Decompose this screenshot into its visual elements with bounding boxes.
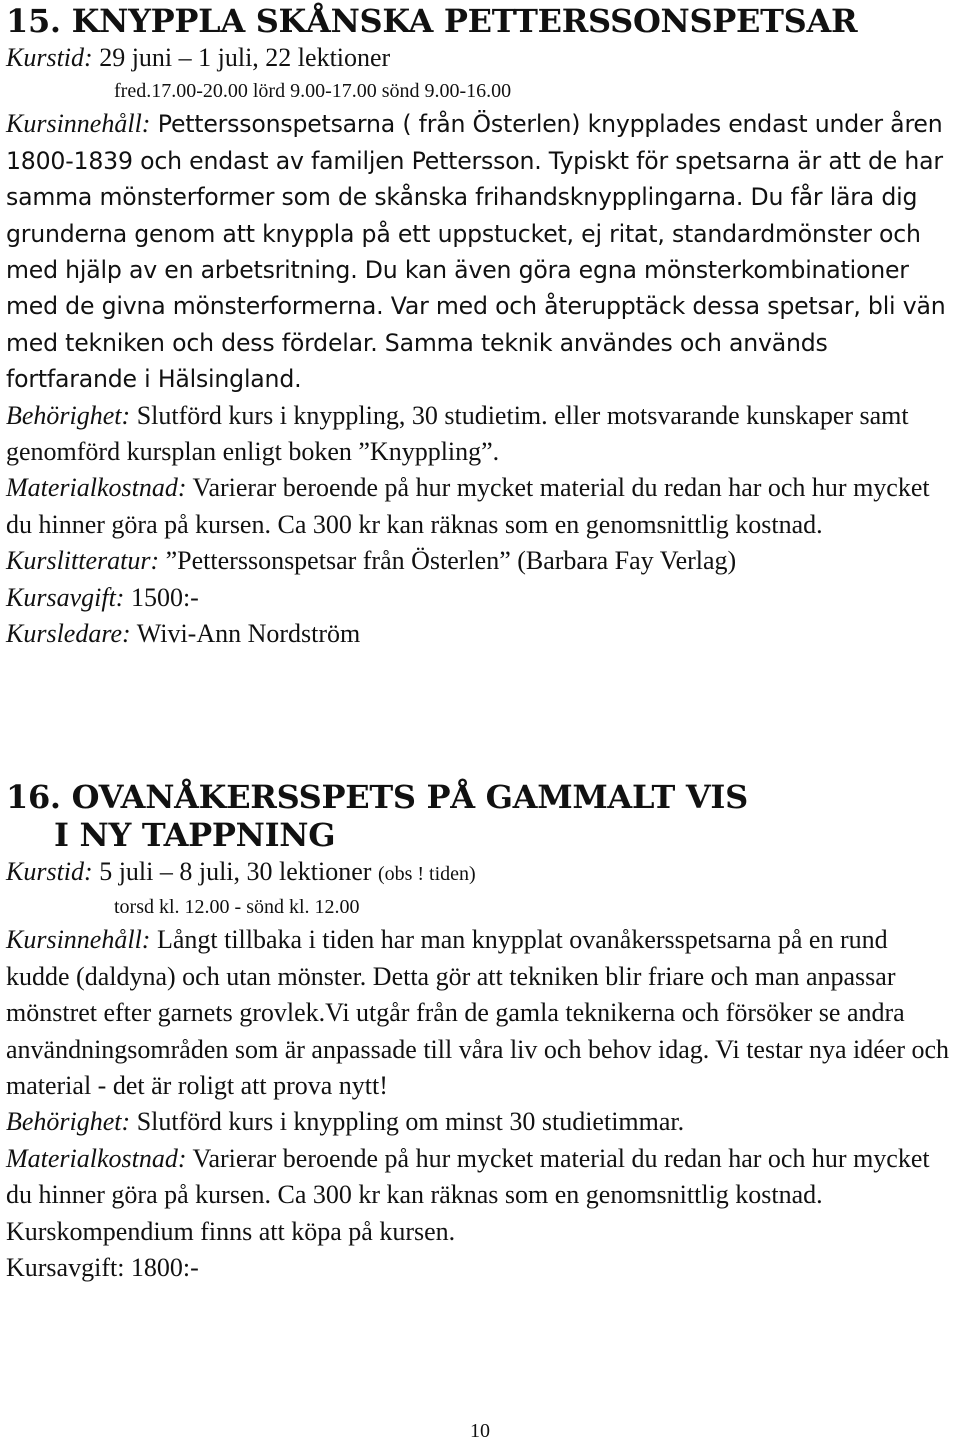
course-title: 15. KNYPPLA SKÅNSKA PETTERSSONSPETSAR: [6, 2, 858, 40]
course-content-label: Kursinnehåll:: [6, 925, 151, 955]
course-requirements-text: Slutförd kurs i knyppling om minst 30 studietimmar.: [130, 1107, 685, 1137]
course-time-value: 29 juni – 1 juli, 22 lektioner: [92, 43, 391, 72]
course-material-label: Materialkostnad:: [6, 1143, 187, 1173]
course-time-note: (obs ! tiden): [377, 863, 476, 885]
course-title-line-1: 16. OVANÅKERSSPETS PÅ GAMMALT VIS: [6, 778, 748, 816]
course-leader: [6, 616, 954, 652]
course-literature-text: ”Petterssonspetsar från Österlen” (Barbara Fay Verlag): [159, 546, 737, 576]
course-time: [6, 40, 954, 76]
course-leader-text: Wivi-Ann Nordström: [130, 619, 361, 649]
course-fee: [6, 580, 954, 616]
course-literature: [6, 543, 954, 579]
course-schedule: torsd kl. 12.00 - sönd kl. 12.00: [114, 896, 360, 919]
course-requirements-label: Behörighet:: [6, 400, 131, 430]
course-compendium: Kurskompendium finns att köpa på kursen.: [6, 1216, 456, 1246]
course-requirements: [6, 398, 954, 471]
course-requirements: [6, 1104, 954, 1140]
course-requirements-label: Behörighet:: [6, 1107, 131, 1137]
course-fee: Kursavgift: 1800:-: [6, 1253, 199, 1283]
course-content: [6, 922, 954, 1104]
course-content-label: Kursinnehåll:: [6, 109, 151, 139]
course-heading: [6, 2, 954, 40]
course-fee-text: 1500:-: [124, 582, 199, 612]
course-literature-label: Kurslitteratur:: [6, 546, 160, 576]
course-material-cost: [6, 1141, 954, 1214]
page-number: 10: [470, 1420, 490, 1442]
course-requirements-text: Slutförd kurs i knyppling, 30 studietim. eller motsvarande kunskaper samt genomförd kursplan enligt boken ”Knyppling”.: [6, 400, 909, 467]
document-page: [6, 0, 954, 1446]
course-fee-label: Kursavgift:: [6, 582, 125, 612]
course-heading: [6, 778, 954, 854]
course-material-cost: [6, 470, 954, 543]
course-content-text: Petterssonspetsarna ( från Österlen) knypplades endast under åren 1800-1839 och endast av familjen Pettersson. Typiskt för spetsarna är att de har samma mönsterformer som de skånska frihandsknypplingarna. Du får lära dig grunderna genom att knyppla på ett uppstucket, ej ritat, standardmönster och med hjälp av en arbetsritning. Du kan även göra egna mönsterkombinationer med de givna mönsterformerna. Var med och återupptäck dessa spetsar, bli vän med tekniken och dess fördelar. Samma teknik användes och används fortfarande i Hälsingland.: [6, 110, 946, 394]
course-material-text: Varierar beroende på hur mycket material du redan har och hur mycket du hinner göra på kursen. Ca 300 kr kan räknas som en genomsnittlig kostnad.: [6, 1143, 930, 1210]
course-schedule: fred.17.00-20.00 lörd 9.00-17.00 sönd 9.00-16.00: [114, 80, 512, 103]
course-time-value: 5 juli – 8 juli, 30 lektioner: [92, 857, 378, 886]
course-content: [6, 106, 954, 397]
course-time-label: Kurstid:: [6, 43, 93, 72]
course-section-16: [6, 778, 954, 1286]
course-material-text: Varierar beroende på hur mycket material du redan har och hur mycket du hinner göra på kursen. Ca 300 kr kan räknas som en genomsnittlig kostnad.: [6, 473, 930, 539]
course-content-text: Långt tillbaka i tiden har man knypplat ovanåkersspetsarna på en rund kudde (daldyna) och utan mönster. Detta gör att tekniken blir friare och man anpassar mönstret efter garnets grovlek.Vi utgår från de gamla teknikerna och försöker se andra användningsområden som är anpassade till våra liv och behov idag. Vi testar nya idéer och material - det är roligt att prova nytt!: [6, 925, 950, 1101]
course-time-label: Kurstid:: [6, 857, 93, 886]
course-title-line-2: I NY TAPPNING: [54, 816, 336, 854]
course-material-label: Materialkostnad:: [6, 473, 187, 503]
course-leader-label: Kursledare:: [6, 619, 131, 649]
course-time: [6, 854, 954, 892]
course-section-15: [6, 2, 954, 653]
